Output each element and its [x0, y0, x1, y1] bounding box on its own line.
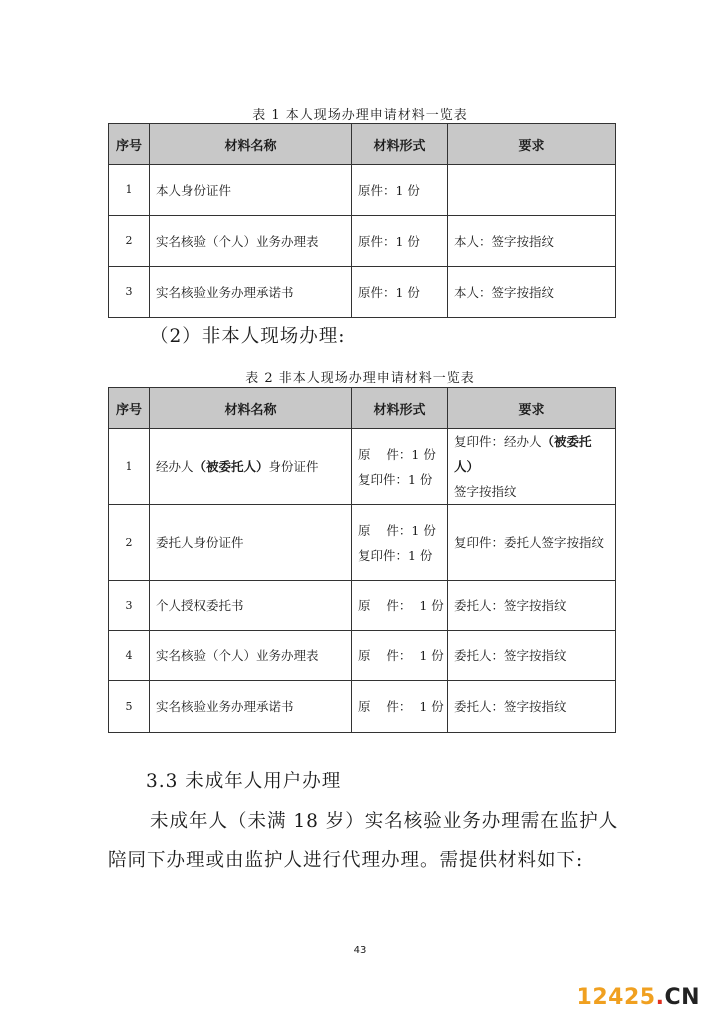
table1-caption: 表 1 本人现场办理申请材料一览表 — [252, 108, 468, 123]
requirement: 委托人：签字按指纹 — [448, 631, 616, 681]
material-form: 原 件： 1 份 — [352, 631, 448, 681]
table-row — [109, 165, 616, 216]
row-number: 3 — [109, 267, 150, 318]
col-header-no: 序号 — [109, 388, 150, 429]
requirement: 复印件：经办人（被委托人） 签字按指纹 — [448, 429, 616, 505]
table2 — [108, 387, 616, 733]
requirement: 委托人：签字按指纹 — [448, 581, 616, 631]
requirement: 本人：签字按指纹 — [448, 267, 616, 318]
paragraph-line-1: 未成年人（未满 18 岁）实名核验业务办理需在监护人 — [150, 811, 619, 832]
material-name: 实名核验（个人）业务办理表 — [150, 216, 352, 267]
col-header-form: 材料形式 — [352, 124, 448, 165]
material-form: 原件：1 份 — [352, 267, 448, 318]
page-number: 43 — [353, 945, 367, 956]
row-number: 1 — [109, 165, 150, 216]
col-header-no: 序号 — [109, 124, 150, 165]
material-form: 原件：1 份 — [352, 216, 448, 267]
material-name: 委托人身份证件 — [150, 505, 352, 581]
watermark-logo: 12425.CN — [576, 985, 700, 1010]
requirement — [448, 165, 616, 216]
material-form: 原件：1 份 — [352, 165, 448, 216]
col-header-name: 材料名称 — [150, 124, 352, 165]
row-number: 1 — [109, 429, 150, 505]
section-3-3-heading: 3.3 未成年人用户办理 — [146, 771, 342, 792]
material-name: 本人身份证件 — [150, 165, 352, 216]
material-name: 实名核验业务办理承诺书 — [150, 681, 352, 733]
table-row — [109, 267, 616, 318]
row-number: 3 — [109, 581, 150, 631]
requirement: 复印件：委托人签字按指纹 — [448, 505, 616, 581]
material-form: 原 件：1 份 复印件：1 份 — [352, 429, 448, 505]
col-header-requirement: 要求 — [448, 124, 616, 165]
table-row — [109, 631, 616, 681]
requirement: 本人：签字按指纹 — [448, 216, 616, 267]
col-header-name: 材料名称 — [150, 388, 352, 429]
row-number: 4 — [109, 631, 150, 681]
row-number: 2 — [109, 505, 150, 581]
table-row — [109, 505, 616, 581]
requirement: 委托人：签字按指纹 — [448, 681, 616, 733]
material-form: 原 件： 1 份 — [352, 681, 448, 733]
material-form: 原 件： 1 份 — [352, 581, 448, 631]
table-row — [109, 681, 616, 733]
table-row — [109, 581, 616, 631]
table2-caption: 表 2 非本人现场办理申请材料一览表 — [245, 371, 475, 386]
material-name: 实名核验（个人）业务办理表 — [150, 631, 352, 681]
col-header-requirement: 要求 — [448, 388, 616, 429]
table-row — [109, 429, 616, 505]
paragraph-line-2: 陪同下办理或由监护人进行代理办理。需提供材料如下: — [108, 850, 584, 871]
table1 — [108, 123, 616, 318]
material-name: 个人授权委托书 — [150, 581, 352, 631]
row-number: 5 — [109, 681, 150, 733]
row-number: 2 — [109, 216, 150, 267]
section-2-heading: （2）非本人现场办理: — [150, 326, 346, 347]
table-row — [109, 216, 616, 267]
material-name: 实名核验业务办理承诺书 — [150, 267, 352, 318]
material-form: 原 件：1 份 复印件：1 份 — [352, 505, 448, 581]
material-name: 经办人（被委托人）身份证件 — [150, 429, 352, 505]
col-header-form: 材料形式 — [352, 388, 448, 429]
